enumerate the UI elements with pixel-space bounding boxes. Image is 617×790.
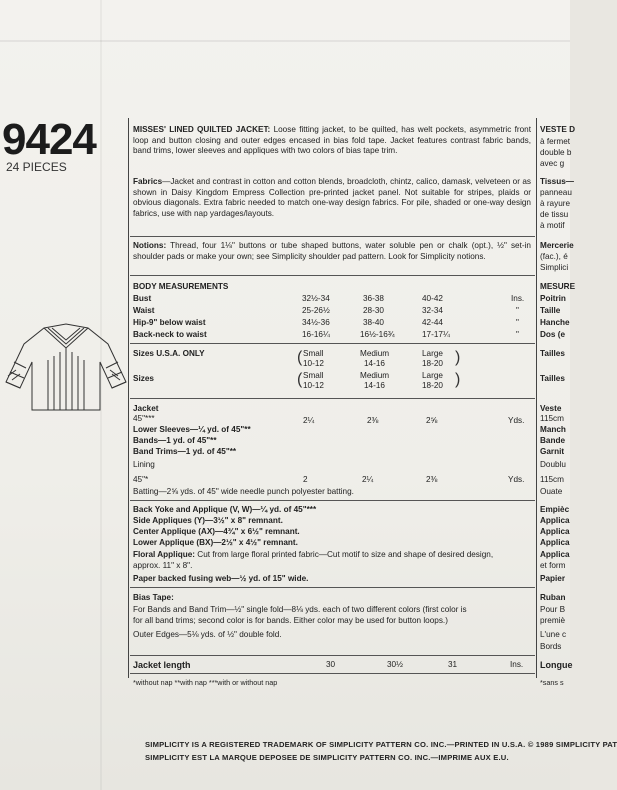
lower-sleeves-yardage: Lower Sleeves—¼ yd. of 45"**	[133, 425, 251, 434]
french-text: Dos (e	[540, 330, 566, 339]
pieces-count: 24 PIECES	[6, 160, 67, 174]
footer-trademark-fr: SIMPLICITY EST LA MARQUE DEPOSEE DE SIMPLICITY PATTERN CO. INC.—IMPRIME AUX E.U.	[145, 753, 509, 762]
french-text: Applica	[540, 538, 570, 547]
french-text: L'une c	[540, 630, 567, 639]
divider	[130, 655, 535, 656]
yardage-value: 2¼	[362, 475, 374, 484]
size-range: 10-12	[303, 359, 324, 368]
size-range: 14-16	[364, 381, 385, 390]
divider	[130, 673, 535, 674]
measurement-unit: Ins.	[511, 294, 525, 303]
french-text: Garnit	[540, 447, 565, 456]
length-value: 31	[448, 660, 458, 669]
french-text: Poitrin	[540, 294, 566, 303]
description-text: Loose fitting jacket, to be quilted, has welt pockets, asymmetric front loop and button closing and outer edges encased in bias fold tape. Jacket features contrast fabric bands, band trims, lower sleeves and appliques with two colors of bias tape trim.	[133, 125, 531, 156]
french-text: *sans s	[540, 678, 564, 687]
french-text: Doublu	[540, 460, 566, 469]
body-measurements-title: BODY MEASUREMENTS	[133, 282, 229, 291]
french-text: Veste	[540, 404, 562, 413]
size-name: Medium	[360, 371, 390, 380]
length-unit: Ins.	[510, 660, 524, 669]
yardage-unit: Yds.	[508, 416, 525, 425]
sizes-label: Sizes	[133, 374, 154, 383]
french-text: avec g	[540, 159, 565, 168]
bias-tape-title: Bias Tape:	[133, 593, 174, 602]
french-text: Tissus—	[540, 177, 574, 186]
lining-width: 45"*	[133, 475, 149, 484]
measurement-value: 42-44	[422, 318, 443, 327]
measurement-value: 32½-34	[302, 294, 330, 303]
measurement-value: 17-17¼	[422, 330, 450, 339]
yardage-value: 2⅝	[426, 416, 438, 425]
divider	[130, 587, 535, 588]
french-text: Hanche	[540, 318, 570, 327]
pattern-number: 9424	[2, 115, 96, 164]
french-text: Pour B	[540, 605, 566, 614]
measurement-value: 34½-36	[302, 318, 330, 327]
french-text: Ouate	[540, 487, 563, 496]
lining-label: Lining	[133, 460, 155, 469]
yardage-unit: Yds.	[508, 475, 525, 484]
french-text: Applica	[540, 550, 570, 559]
back-yoke-applique: Back Yoke and Applique (V, W)—¼ yd. of 45"***	[133, 505, 317, 514]
length-value: 30½	[387, 660, 403, 669]
notions-block	[133, 241, 531, 262]
fabrics-text: —Jacket and contrast in cotton and cotton blends, broadcloth, chintz, calico, damask, velveteen or as shown in Daisy Kingdom Empress Collection pre-printed jacket panel. Not suitable for stripes, plaids or obvious diagonals. Extra fabric needed to match one-way design fabrics. For pile, shaded or one-way design fabrics, use with nap yardages/layouts.	[133, 177, 531, 218]
center-applique: Center Applique (AX)—4¾" x 6½" remnant.	[133, 527, 300, 536]
yardage-value: 2⅜	[367, 416, 379, 425]
notions-text: Thread, four 1⅛" buttons or tube shaped buttons, water soluble pen or chalk (opt.), ½" set-in shoulder pads or make your own; see Simplicity shoulder pad pattern. Look for Simplicity notions.	[133, 241, 531, 261]
french-text: Manch	[540, 425, 566, 434]
measurement-value: 16-16¼	[302, 330, 330, 339]
jacket-back-illustration	[4, 322, 128, 414]
size-name: Small	[303, 349, 324, 358]
sizes-usa-label: Sizes U.S.A. ONLY	[133, 349, 205, 358]
fabrics-block	[133, 177, 531, 219]
french-text: à rayure	[540, 199, 571, 208]
french-text: Simplici	[540, 263, 569, 272]
description-title: MISSES' LINED QUILTED JACKET:	[133, 125, 271, 134]
fabrics-title: Fabrics	[133, 177, 163, 186]
footnotes: *without nap **with nap ***with or without nap	[133, 678, 278, 687]
fusing-web: Paper backed fusing web—½ yd. of 15" wide.	[133, 574, 309, 583]
french-text: 115cm	[540, 475, 564, 484]
measurement-value: 40-42	[422, 294, 443, 303]
side-appliques: Side Appliques (Y)—3½" x 8" remnant.	[133, 516, 283, 525]
size-range: 14-16	[364, 359, 385, 368]
measurement-label: Hip-9" below waist	[133, 318, 206, 327]
french-text: Ruban	[540, 593, 566, 602]
jacket-length-label: Jacket length	[133, 660, 191, 670]
jacket-width: 45"***	[133, 414, 155, 423]
size-name: Large	[422, 371, 443, 380]
french-text: Mercerie	[540, 241, 574, 250]
french-text: panneau	[540, 188, 572, 197]
measurement-label: Bust	[133, 294, 152, 303]
french-text: à motif	[540, 221, 565, 230]
bias-tape-text: For Bands and Band Trim—½" single fold—8⅛ yds. each of two different colors (first color is	[133, 605, 467, 614]
measurement-value: 16½-16¾	[360, 330, 395, 339]
french-text: de tissu	[540, 210, 569, 219]
size-range: 18-20	[422, 359, 443, 368]
french-text: et form	[540, 561, 566, 570]
french-text: Tailles	[540, 374, 565, 383]
yardage-value: 2¼	[303, 416, 315, 425]
measurement-unit: "	[516, 330, 519, 339]
french-text: à fermet	[540, 137, 571, 146]
french-text: Bande	[540, 436, 566, 445]
french-text: double b	[540, 148, 572, 157]
french-text: (fac.), é	[540, 252, 568, 261]
batting-yardage: Batting—2⅝ yds. of 45" wide needle punch polyester batting.	[133, 487, 354, 496]
french-text: premiè	[540, 616, 566, 625]
french-text: Applica	[540, 516, 570, 525]
notions-title: Notions:	[133, 241, 167, 250]
fold-crease	[0, 40, 570, 42]
measurement-value: 36-38	[363, 294, 384, 303]
pattern-envelope-back: 9424 24 PIECES MISSES' LINED QUILTED JACKET: Loose fitting jacket, to be quilted, has welt pockets, asymmetric front loop and button closing and outer edges encased in bias fold tape. Jacket features contrast fabric bands, band trims, lower sleeves and appliques with two colors of bias tape trim. Fabrics—Jacket and contrast in cotton and cotton blends, broadcloth, chintz, calico, damask, velveteen or as shown in Daisy Kingdom Empress Collection pre-printed jacket panel. Not suitable for stripes, plaids or obvious diagonals. Extra fabric needed to match one-way design fabrics. For pile, shaded or one-way design fabrics, use with nap yardages/layouts. Notions: Thread, four 1⅛" buttons or tube shaped buttons, water soluble pen or chalk (opt.), ½" set-in shoulder pads or make your own; see Simplicity shoulder pad pattern. Look for Simplicity notions. BODY MEASUREMENTS Bust 32½-34 36-38 40-42 Ins. Waist 25-26½ 28-30 32-34 " Hip-9" below waist 34½-36 38-40 42-44 " Back-neck to waist 16-16¼ 16½-16¾ 17-17¼ " Sizes U.S.A. ONLY ( Small 10-12 Medium 14-16 Large 18-20 ) Sizes ( Small 10-12 Medium 14-16 Large 18-20 ) Jacket 45"*** 2¼ 2⅜ 2⅝ Yds. Lower Sleeves—¼ yd. of 45"** Bands—1 yd. of 45"** Band Trims—1 yd. of 45"** Lining 45"* 2 2¼ 2⅜ Yds. Batting—2⅝ yds. of 45" wide needle punch polyester batting. Back Yoke and Applique (V, W)—¼ yd. of 45"*** Side Appliques (Y)—3½" x 8" remnant. Center Applique (AX)—4¾" x 6½" remnant. Lower Applique (BX)—2½" x 4½" remnant. Floral Applique: Cut from large floral printed fabric—Cut motif to size and shape of desired design, approx. 11" x 8". Paper backed fusing web—½ yd. of 15" wide. Bias Tape: For Bands and Band Trim—½" single fold—8⅛ yds. each of two different colors (first color is for all band trims; second color is for bands. Either color may be used for button loops.) Outer Edges—5⅛ yds. of ½" double fold. Jacket length 30 30½ 31 Ins. *without nap **with nap ***with or without nap VESTE D à fermet double b avec g Tissus— panneau à rayure de tissu à motif Mercerie (fac.), é Simplici MESURE Poitrin Taille Hanche Dos (e Tailles Tailles Veste 115cm Manch Bande Garnit Doublu 115cm Ouate Empièc Applica Applica Applica Applica et form Papier Ruban Pour B premiè L'une c Bords Longue *sans s SIMPLICITY IS A REGISTERED TRADEMARK OF SIMPLICITY PATTERN CO. INC.—PRINTED IN U.S.A. © 1989 SIMPLICITY PAT SIMPLICITY EST LA MARQUE DEPOSEE DE SIMPLICITY PATTERN CO. INC.—IMPRIME AUX E.U.	[0, 0, 570, 790]
floral-applique-text: Cut from large floral printed fabric—Cut motif to size and shape of desired design,	[197, 550, 494, 559]
jacket-label: Jacket	[133, 404, 159, 413]
size-range: 10-12	[303, 381, 324, 390]
yardage-value: 2⅜	[426, 475, 438, 484]
band-trims-yardage: Band Trims—1 yd. of 45"**	[133, 447, 237, 456]
description-block	[133, 125, 531, 157]
french-text: Applica	[540, 527, 570, 536]
french-text: Longue	[540, 660, 573, 670]
measurement-value: 25-26½	[302, 306, 330, 315]
size-name: Medium	[360, 349, 390, 358]
floral-applique	[133, 550, 493, 560]
lower-applique: Lower Applique (BX)—2½" x 4½" remnant.	[133, 538, 298, 547]
divider	[130, 343, 535, 344]
floral-applique-size: approx. 11" x 8".	[133, 561, 193, 570]
divider	[130, 398, 535, 399]
divider	[130, 236, 535, 237]
measurement-value: 32-34	[422, 306, 443, 315]
measurement-value: 28-30	[363, 306, 384, 315]
measurement-unit: "	[516, 318, 519, 327]
bands-yardage: Bands—1 yd. of 45"**	[133, 436, 217, 445]
size-name: Large	[422, 349, 443, 358]
footer-trademark: SIMPLICITY IS A REGISTERED TRADEMARK OF SIMPLICITY PATTERN CO. INC.—PRINTED IN U.S.A. © 1989 SIMPLICITY PAT	[145, 740, 617, 749]
french-text: Tailles	[540, 349, 565, 358]
column-border	[536, 118, 537, 678]
french-text: Papier	[540, 574, 566, 583]
french-text: Bords	[540, 642, 562, 651]
divider	[130, 275, 535, 276]
divider	[130, 500, 535, 501]
measurement-label: Back-neck to waist	[133, 330, 207, 339]
floral-applique-title: Floral Applique:	[133, 550, 196, 559]
measurement-value: 38-40	[363, 318, 384, 327]
bias-tape-text: for all band trims; second color is for bands. Either color may be used for button loops.)	[133, 616, 448, 625]
size-name: Small	[303, 371, 324, 380]
french-text: VESTE D	[540, 125, 576, 134]
french-text: 115cm	[540, 414, 564, 423]
yardage-value: 2	[303, 475, 308, 484]
measurement-unit: "	[516, 306, 519, 315]
column-border	[128, 118, 129, 678]
bias-tape-text: Outer Edges—5⅛ yds. of ½" double fold.	[133, 630, 282, 639]
french-text: MESURE	[540, 282, 576, 291]
french-text: Empièc	[540, 505, 570, 514]
measurement-label: Waist	[133, 306, 155, 315]
length-value: 30	[326, 660, 336, 669]
french-text: Taille	[540, 306, 561, 315]
size-range: 18-20	[422, 381, 443, 390]
